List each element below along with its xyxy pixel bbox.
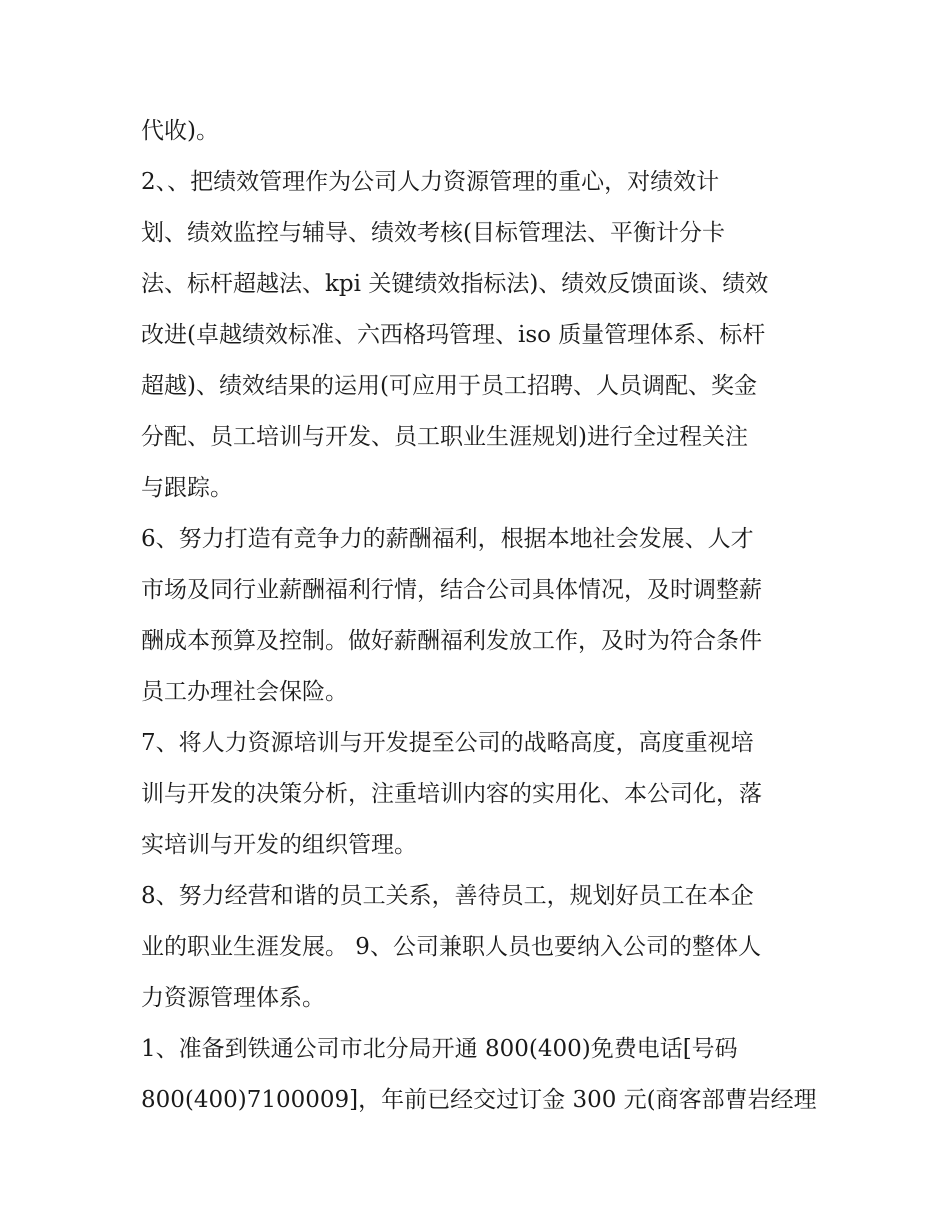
- text-line: 训与开发的决策分析，注重培训内容的实用化、本公司化，落: [141, 781, 762, 807]
- text-line: 法、标杆超越法、kpi 关键绩效指标法)、绩效反馈面谈、绩效: [141, 271, 769, 297]
- text-line: 分配、员工培训与开发、员工职业生涯规划)进行全过程关注: [141, 424, 748, 450]
- text-line: 1、准备到铁通公司市北分局开通 800(400)免费电话[号码: [141, 1036, 738, 1062]
- text-line: 划、绩效监控与辅导、绩效考核(目标管理法、平衡计分卡: [141, 220, 725, 246]
- text-line: 改进(卓越绩效标准、六西格玛管理、iso 质量管理体系、标杆: [141, 322, 766, 348]
- text-line: 业的职业生涯发展。 9、公司兼职人员也要纳入公司的整体人: [141, 934, 761, 960]
- text-line: 超越)、绩效结果的运用(可应用于员工招聘、人员调配、奖金: [141, 373, 757, 399]
- text-line: 800(400)7100009]，年前已经交过订金 300 元(商客部曹岩经理: [141, 1087, 817, 1113]
- text-line: 酬成本预算及控制。做好薪酬福利发放工作，及时为符合条件: [141, 628, 762, 654]
- text-line: 8、努力经营和谐的员工关系，善待员工，规划好员工在本企: [141, 883, 754, 909]
- text-line: 7、将人力资源培训与开发提至公司的战略高度，高度重视培: [141, 730, 754, 756]
- text-line: 与跟踪。: [141, 475, 233, 501]
- text-line: 力资源管理体系。: [141, 985, 325, 1011]
- text-line: 实培训与开发的组织管理。: [141, 832, 417, 858]
- text-line: 6、努力打造有竞争力的薪酬福利，根据本地社会发展、人才: [141, 526, 754, 552]
- text-line: 员工办理社会保险。: [141, 679, 348, 705]
- text-line: 代收)。: [141, 118, 219, 144]
- text-line: 市场及同行业薪酬福利行情，结合公司具体情况，及时调整薪: [141, 577, 762, 603]
- text-line: 2、、把绩效管理作为公司人力资源管理的重心，对绩效计: [141, 169, 720, 195]
- document-body: [141, 106, 821, 1126]
